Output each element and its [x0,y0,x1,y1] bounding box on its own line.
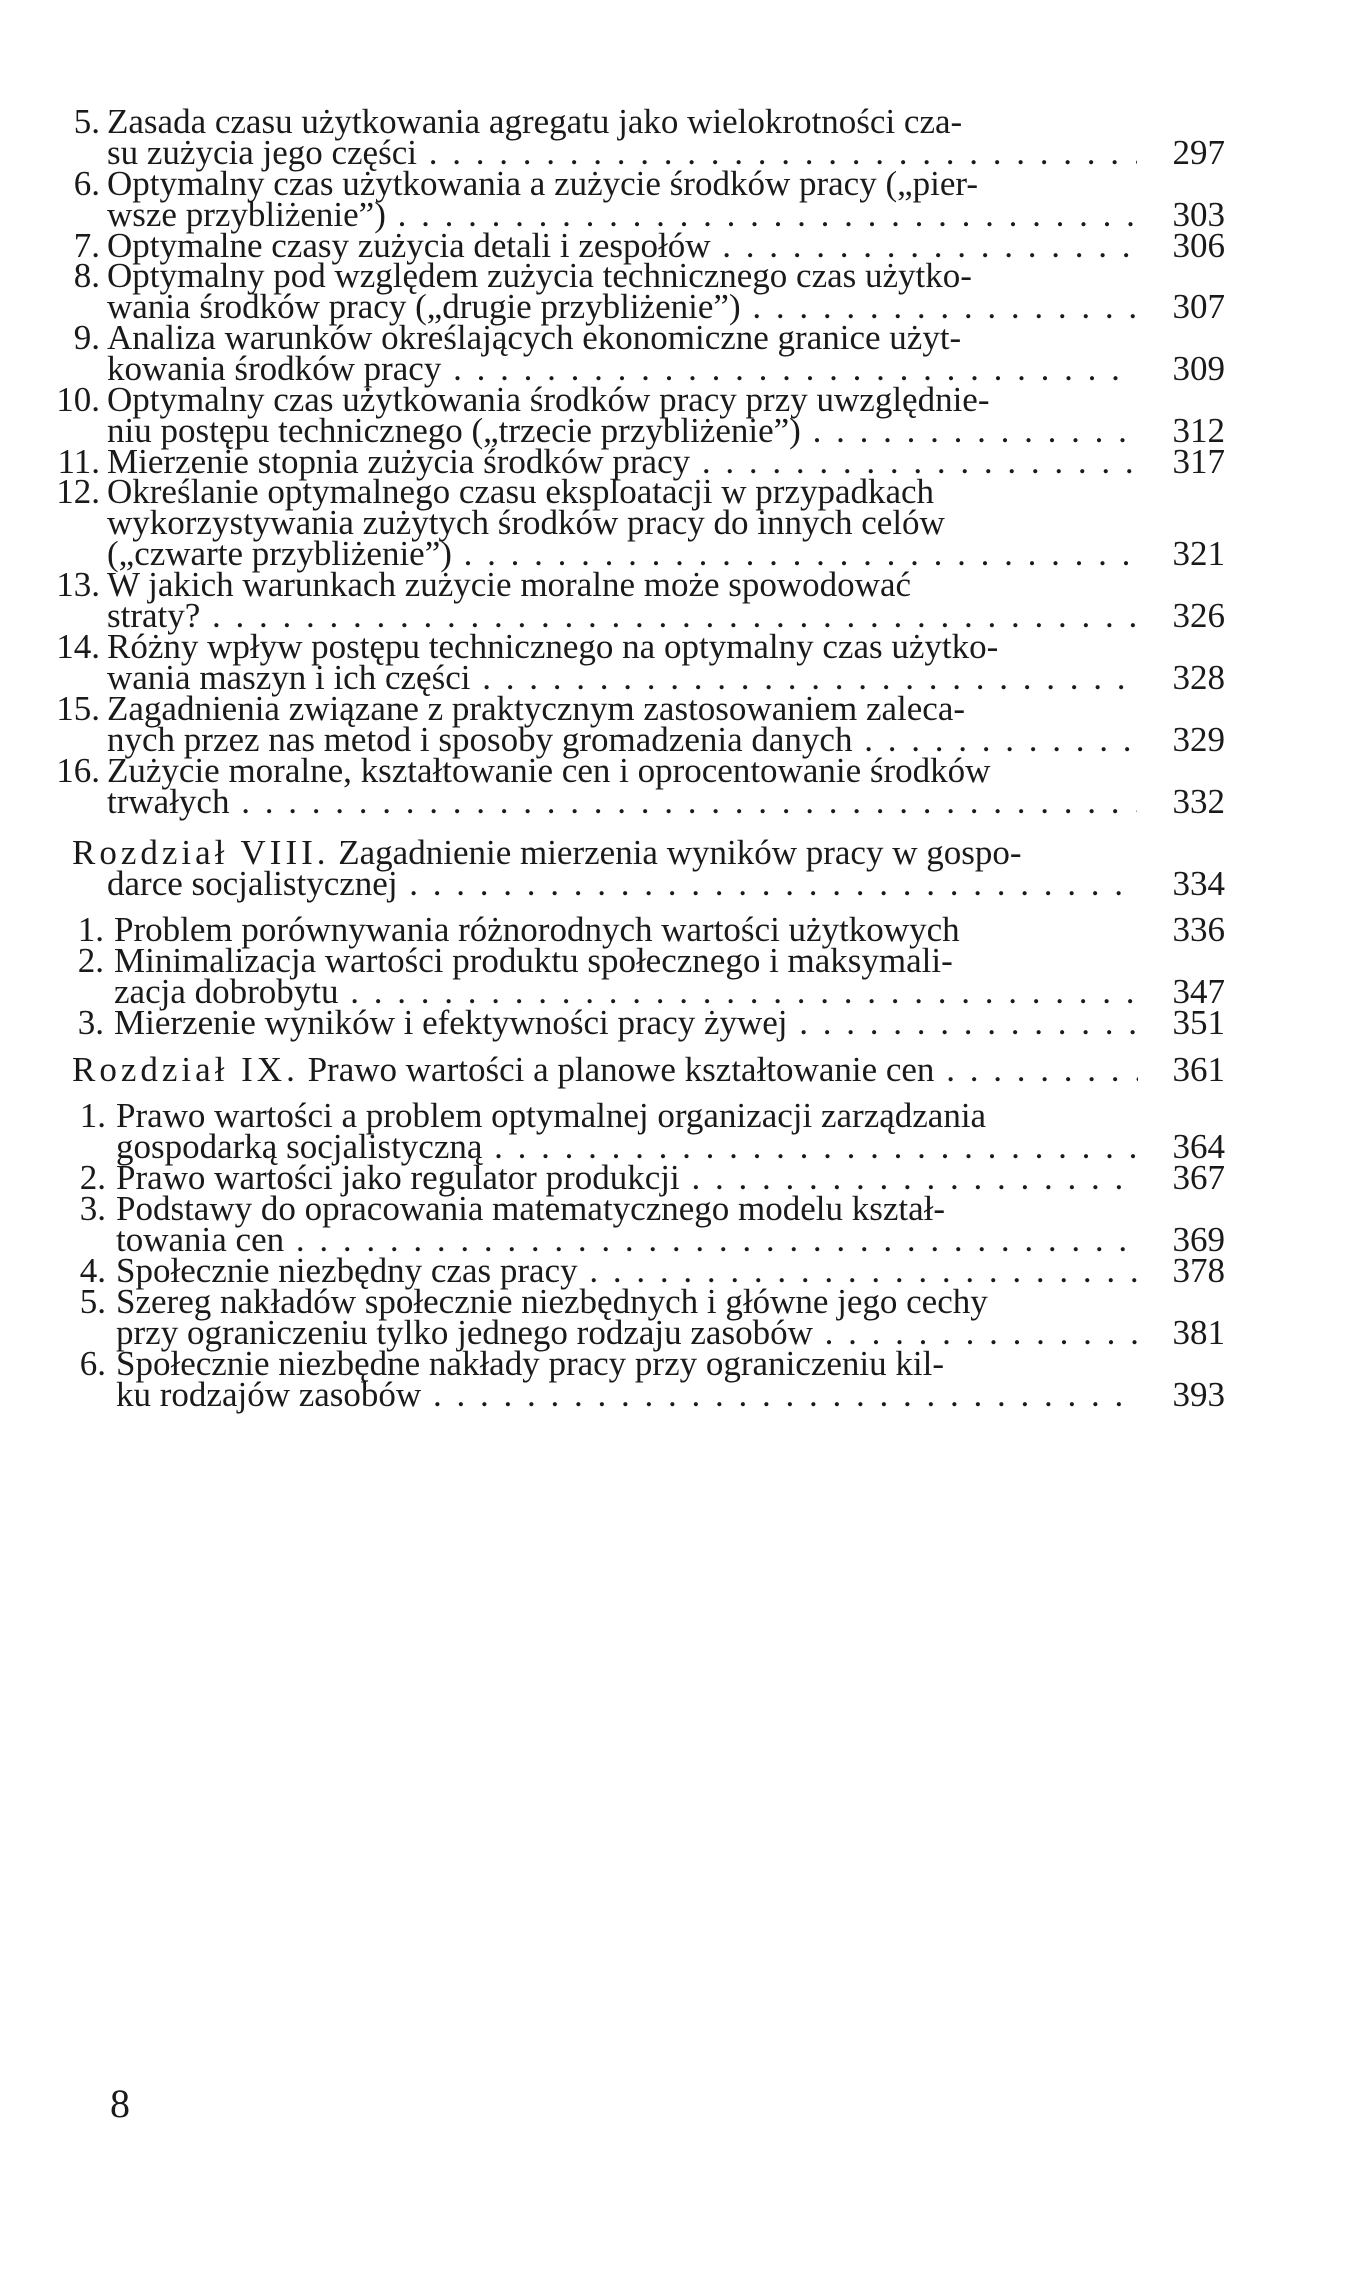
entry-number: 9. [73,318,100,357]
entry-title-line: wykorzystywania zużytych środków pracy do innych celów [107,503,945,542]
entry-number: 12. [56,472,100,511]
entry-number: 4. [79,1251,106,1290]
entry-number: 13. [56,565,100,604]
entry-number: 14. [56,627,100,666]
entry-title-line: Mierzenie wyników i efektywności pracy żywej . . . [114,1001,1138,1045]
entry-number: 1. [79,1096,106,1135]
entry-number: 5. [79,1282,106,1321]
entry-number: 10. [56,380,100,419]
entry-title-line: Problem porównywania różnorodnych wartości użytkowych [114,910,960,949]
entry-title-line: Różny wpływ postępu technicznego na optymalny czas użytko- [107,627,999,666]
chapter-title-line: darce socjalistycznej . . . [107,862,1137,906]
entry-title-line: Optymalny czas użytkowania środków pracy przy uwzględnie- [107,380,990,419]
entry-page-number: 317 [1172,442,1225,481]
entry-page-number: 309 [1172,349,1225,388]
chapter-label: Rozdział VIII. [72,833,330,872]
entry-page-number: 336 [1172,910,1225,949]
entry-title-line: kowania środków pracy . . . [107,347,1137,391]
entry-page-number: 367 [1172,1158,1225,1197]
entry-number: 7. [73,226,100,265]
entry-page-number: 381 [1172,1313,1225,1352]
entry-page-number: 326 [1172,596,1225,635]
entry-number: 1. [77,910,104,949]
entry-number: 3. [77,1003,104,1042]
chapter-title-text: Zagadnienie mierzenia wyników pracy w gospo- [338,833,1022,872]
entry-number: 8. [73,256,100,295]
entry-number: 11. [57,442,100,481]
chapter-page-number: 334 [1172,864,1225,903]
entry-number: 15. [56,689,100,728]
entry-number: 6. [79,1344,106,1383]
entry-page-number: 307 [1172,287,1225,326]
entry-page-number: 303 [1172,195,1225,234]
chapter-label: Rozdział IX. [72,1050,299,1089]
entry-page-number: 297 [1172,133,1225,172]
entry-title-line: Społecznie niezbędny czas pracy . . . [116,1249,1138,1293]
entry-title-line: wania maszyn i ich części . . . [107,656,1137,700]
entry-title-line: Optymalny czas użytkowania a zużycie środków pracy („pier- [107,164,979,203]
entry-page-number: 332 [1172,782,1225,821]
entry-title-line: ku rodzajów zasobów . . . [116,1373,1138,1417]
entry-number: 6. [73,164,100,203]
entry-page-number: 369 [1172,1220,1225,1259]
entry-title-line: wsze przybliżenie”) . . . [107,193,1137,237]
entry-title-line: Prawo wartości a problem optymalnej organizacji zarządzania [116,1096,987,1135]
entry-page-number: 306 [1172,226,1225,265]
entry-title-line: W jakich warunkach zużycie moralne może spowodować [107,565,912,604]
entry-title-line: trwałych . . . [107,780,1137,824]
entry-number: 2. [77,941,104,980]
entry-number: 16. [56,751,100,790]
entry-page-number: 378 [1172,1251,1225,1290]
entry-title-line: straty? . . . [107,594,1137,638]
entry-title-line: Szereg nakładów społecznie niezbędnych i główne jego cechy [116,1282,988,1321]
entry-page-number: 321 [1172,534,1225,573]
entry-title-line: Społecznie niezbędne nakłady pracy przy ograniczeniu kil- [116,1344,944,1383]
chapter-title-line [72,1048,1138,1092]
entry-title-line: przy ograniczeniu tylko jednego rodzaju zasobów . . . [116,1311,1138,1355]
entry-title-line: Określanie optymalnego czasu eksploatacji w przypadkach [107,472,935,511]
entry-page-number: 351 [1172,1003,1225,1042]
entry-title-line: zacja dobrobytu . . . [114,970,1138,1014]
entry-title-line: Mierzenie stopnia zużycia środków pracy . . . [107,440,1137,484]
entry-number: 5. [73,102,100,141]
page-number: 8 [110,2081,130,2126]
entry-title-line: Analiza warunków określających ekonomiczne granice użyt- [107,318,962,357]
entry-title-line: Zagadnienia związane z praktycznym zastosowaniem zaleca- [107,689,966,728]
entry-title-line: niu postępu technicznego („trzecie przybliżenie”) . . . [107,409,1137,453]
entry-title-line: Zużycie moralne, kształtowanie cen i oprocentowanie środków [107,751,991,790]
chapter-page-number: 361 [1172,1050,1225,1089]
entry-page-number: 329 [1172,720,1225,759]
entry-title-line: su zużycia jego części . . . [107,131,1137,175]
entry-number: 2. [79,1158,106,1197]
entry-title-line: Zasada czasu użytkowania agregatu jako wielokrotności cza- [107,102,963,141]
entry-title-line: gospodarką socjalistyczną . . . [116,1125,1138,1169]
entry-page-number: 364 [1172,1127,1225,1166]
entry-page-number: 312 [1172,411,1225,450]
entry-title-line: Optymalny pod względem zużycia technicznego czas użytko- [107,256,972,295]
entry-title-line: Optymalne czasy zużycia detali i zespołów . . . [107,224,1137,268]
entry-title-line: towania cen . . . [116,1218,1138,1262]
chapter-title-text: Prawo wartości a planowe kształtowanie cen [307,1050,935,1089]
entry-title-line: Minimalizacja wartości produktu społecznego i maksymali- [114,941,953,980]
entry-page-number: 393 [1172,1375,1225,1414]
entry-title-line: Prawo wartości jako regulator produkcji . . . [116,1156,1138,1200]
entry-title-line: wania środków pracy („drugie przybliżenie”) . . . [107,285,1137,329]
entry-title-line: („czwarte przybliżenie”) . . . [107,532,1137,576]
entry-page-number: 347 [1172,972,1225,1011]
entry-number: 3. [79,1189,106,1228]
entry-title-line: Podstawy do opracowania matematycznego modelu kształ- [116,1189,946,1228]
entry-title-line: nych przez nas metod i sposoby gromadzenia danych . . . [107,718,1137,762]
entry-page-number: 328 [1172,658,1225,697]
